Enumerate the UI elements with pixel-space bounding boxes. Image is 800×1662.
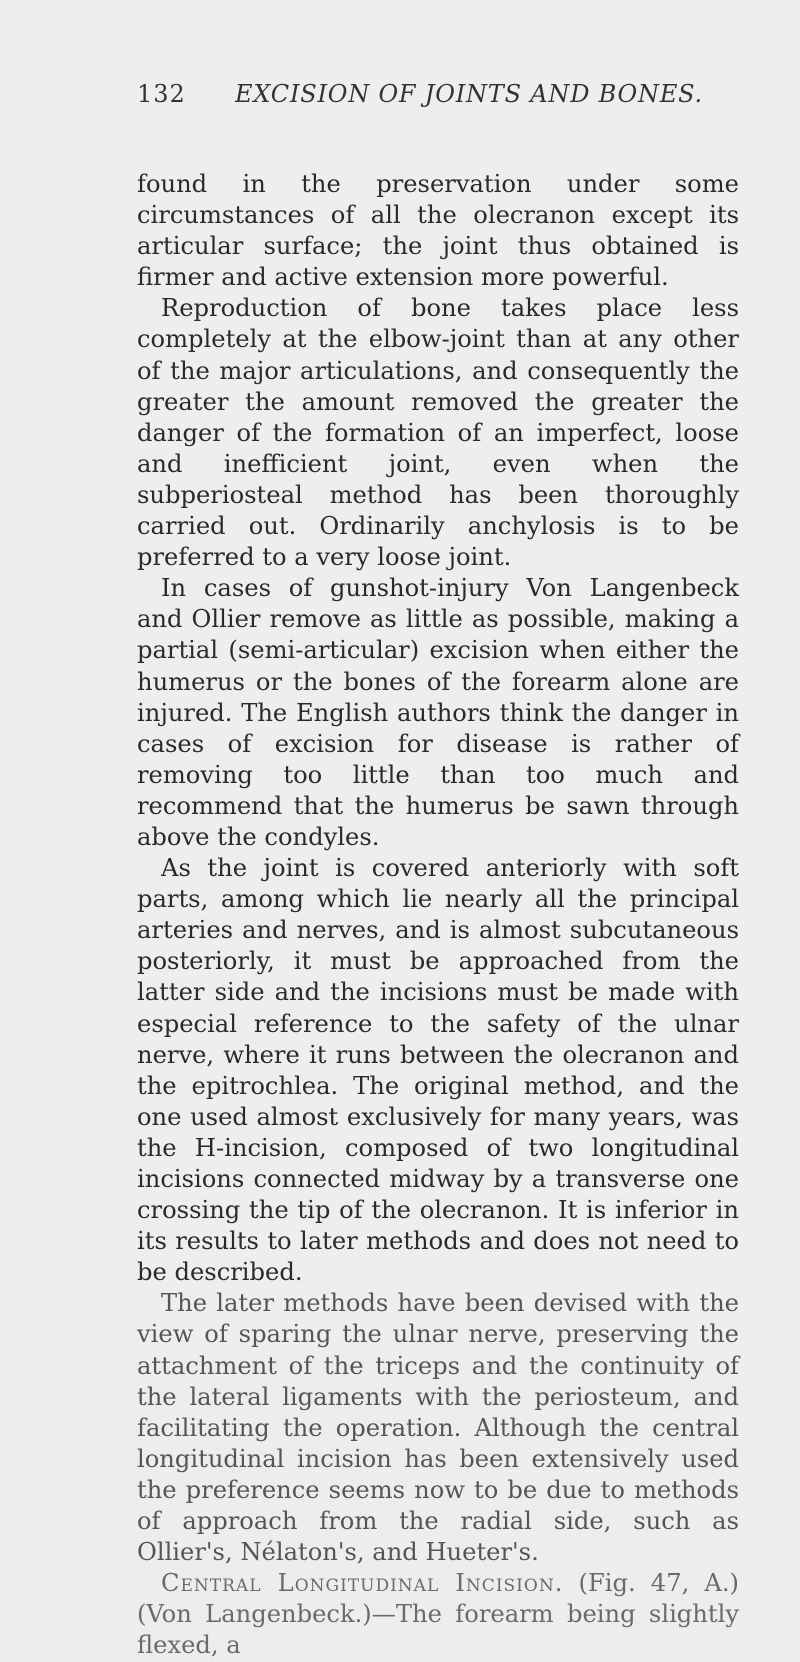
paragraph-6-text: (Von Langenbeck.)—The forearm being slightly flexed, a	[137, 1600, 739, 1660]
paragraph-2: Reproduction of bone takes place less completely at the elbow-joint than at any other of the major articulations, and consequently the greater the amount removed the greater the danger of the formation of an imperfect, loose and inefficient joint, even when the subperiosteal method has been thoroughly carried out. Ordinarily anchylosis is to be preferred to a very loose joint.	[137, 294, 739, 572]
body-text	[137, 169, 739, 1662]
section-heading: Central Longitudinal Incision.	[161, 1569, 564, 1598]
running-head: EXCISION OF JOINTS AND BONES.	[235, 80, 703, 108]
paragraph-5: The later methods have been devised with the view of sparing the ulnar nerve, preserving the attachment of the triceps and the continuity of the lateral ligaments with the periosteum, and facilitating the operation. Although the central longitudinal incision has been extensively used the preference seems now to be due to methods of approach from the radial side, such as Ollier's, Nélaton's, and Hueter's.	[137, 1289, 739, 1567]
figure-reference: (Fig. 47, A.)	[578, 1569, 739, 1598]
paragraph-4: As the joint is covered anteriorly with soft parts, among which lie nearly all the principal arteries and nerves, and is almost subcutaneous posteriorly, it must be approached from the latter side and the incisions must be made with especial reference to the safety of the ulnar nerve, where it runs between the olecranon and the epitrochlea. The original method, and the one used almost exclusively for many years, was the H-incision, composed of two longitudinal incisions connected midway by a transverse one crossing the tip of the olecranon. It is inferior in its results to later methods and does not need to be described.	[137, 854, 739, 1287]
page-number: 132	[137, 80, 186, 108]
page-header	[137, 80, 737, 112]
paragraph-6	[137, 1568, 739, 1661]
paragraph-3: In cases of gunshot-injury Von Langenbeck and Ollier remove as little as possible, making a partial (semi-articular) excision when either the humerus or the bones of the forearm alone are injured. The English authors think the danger in cases of excision for disease is rather of removing too little than too much and recommend that the humerus be sawn through above the condyles.	[137, 574, 739, 851]
paragraph-1: found in the preservation under some circumstances of all the olecranon except its articular surface; the joint thus obtained is firmer and active extension more powerful.	[137, 170, 739, 292]
